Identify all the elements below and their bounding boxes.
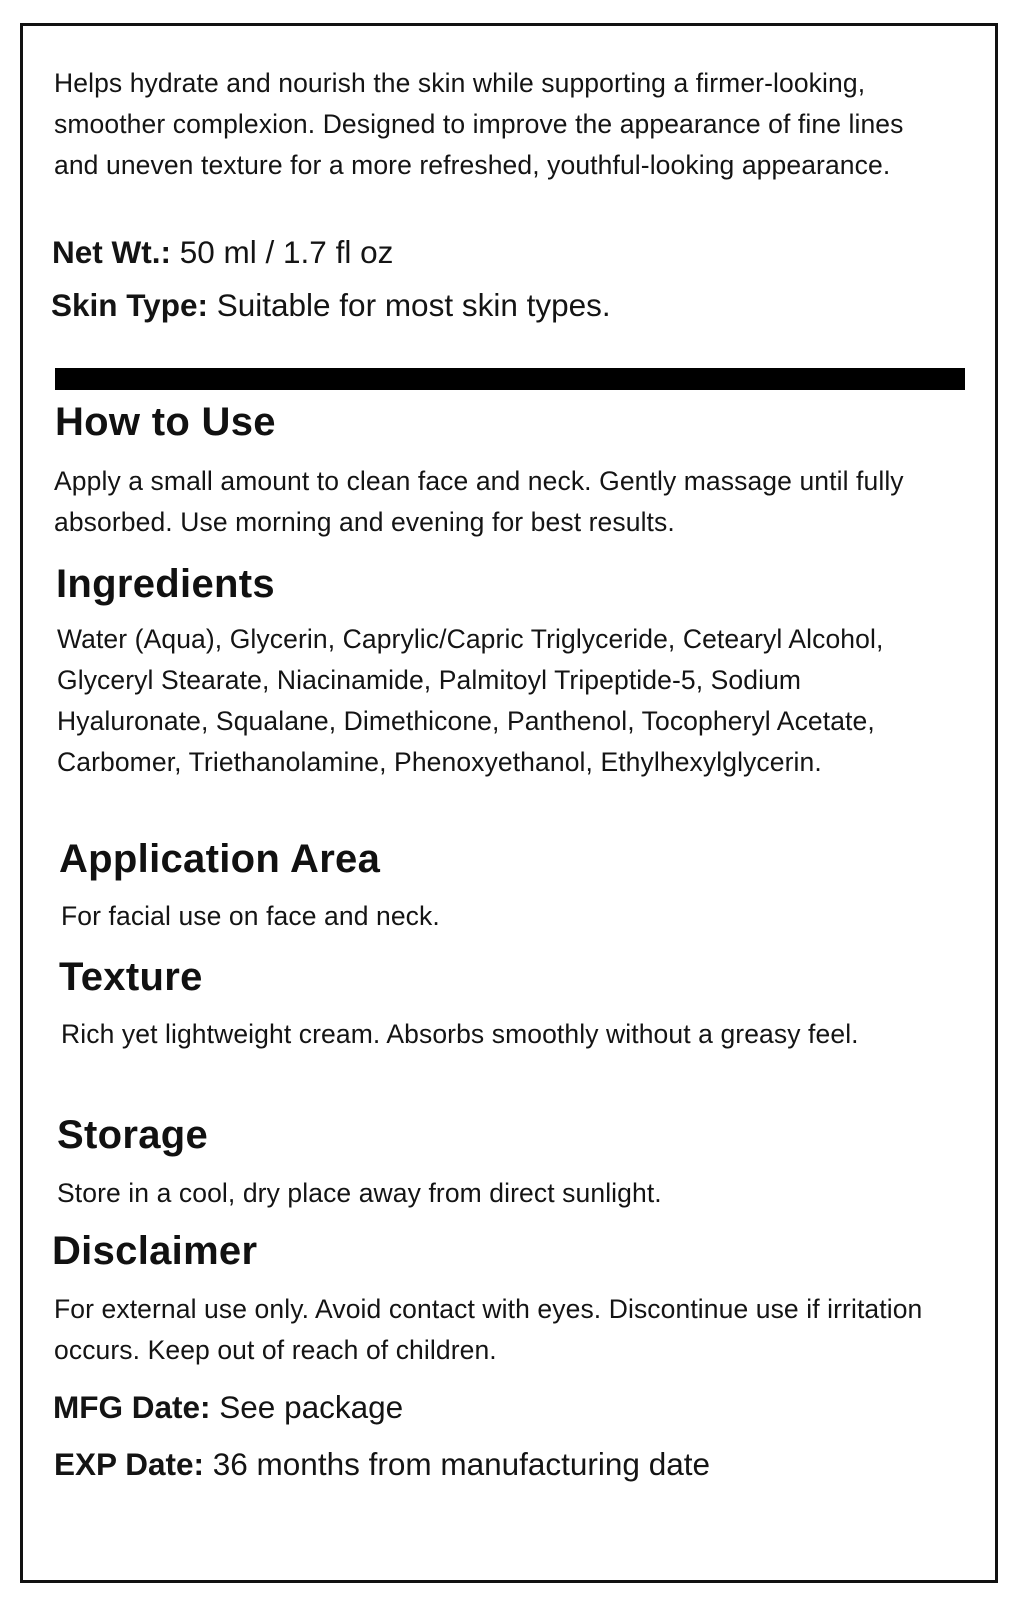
how-to-use-text: Apply a small amount to clean face and neck. Gently massage until fully absorbed. Use morning and evening for best results.	[54, 466, 904, 537]
texture-heading: Texture	[59, 955, 203, 999]
mfg-date-value: See package	[219, 1389, 404, 1425]
ingredients-heading: Ingredients	[56, 562, 275, 606]
section-divider	[55, 368, 965, 390]
application-area-text: For facial use on face and neck.	[61, 901, 440, 931]
exp-date-label: EXP Date:	[54, 1446, 204, 1482]
application-area-heading: Application Area	[59, 837, 381, 881]
net-weight-label: Net Wt.:	[52, 234, 171, 270]
storage-heading: Storage	[57, 1113, 209, 1157]
mfg-date-row	[53, 1387, 953, 1427]
ingredients-text: Water (Aqua), Glycerin, Caprylic/Capric Triglyceride, Cetearyl Alcohol, Glyceryl Stearate, Niacinamide, Palmitoyl Tripeptide-5, Sodium Hyaluronate, Squalane, Dimethicone, Panthenol, Tocopheryl Acetate, Carbomer, Triethanolamine, Phenoxyethanol, Ethylhexylglycerin.	[57, 624, 884, 777]
skin-type-label: Skin Type:	[51, 287, 208, 323]
net-weight-value: 50 ml / 1.7 fl oz	[179, 234, 394, 270]
skin-type-row	[51, 285, 951, 325]
texture-text: Rich yet lightweight cream. Absorbs smoothly without a greasy feel.	[61, 1019, 859, 1049]
product-description: Helps hydrate and nourish the skin while supporting a firmer-looking, smoother complexion. Designed to improve the appearance of fine lines and uneven texture for a more refreshed, youthful-looking appearance.	[54, 68, 904, 180]
net-weight-row	[52, 232, 952, 272]
mfg-date-label: MFG Date:	[53, 1389, 211, 1425]
how-to-use-heading: How to Use	[55, 400, 276, 444]
storage-text: Store in a cool, dry place away from direct sunlight.	[57, 1178, 662, 1208]
disclaimer-heading: Disclaimer	[52, 1229, 258, 1273]
skin-type-value: Suitable for most skin types.	[216, 287, 611, 323]
disclaimer-text: For external use only. Avoid contact with eyes. Discontinue use if irritation occurs. Keep out of reach of children.	[54, 1294, 923, 1365]
product-label-card	[20, 23, 998, 1583]
exp-date-value: 36 months from manufacturing date	[212, 1446, 711, 1482]
exp-date-row	[54, 1444, 954, 1484]
